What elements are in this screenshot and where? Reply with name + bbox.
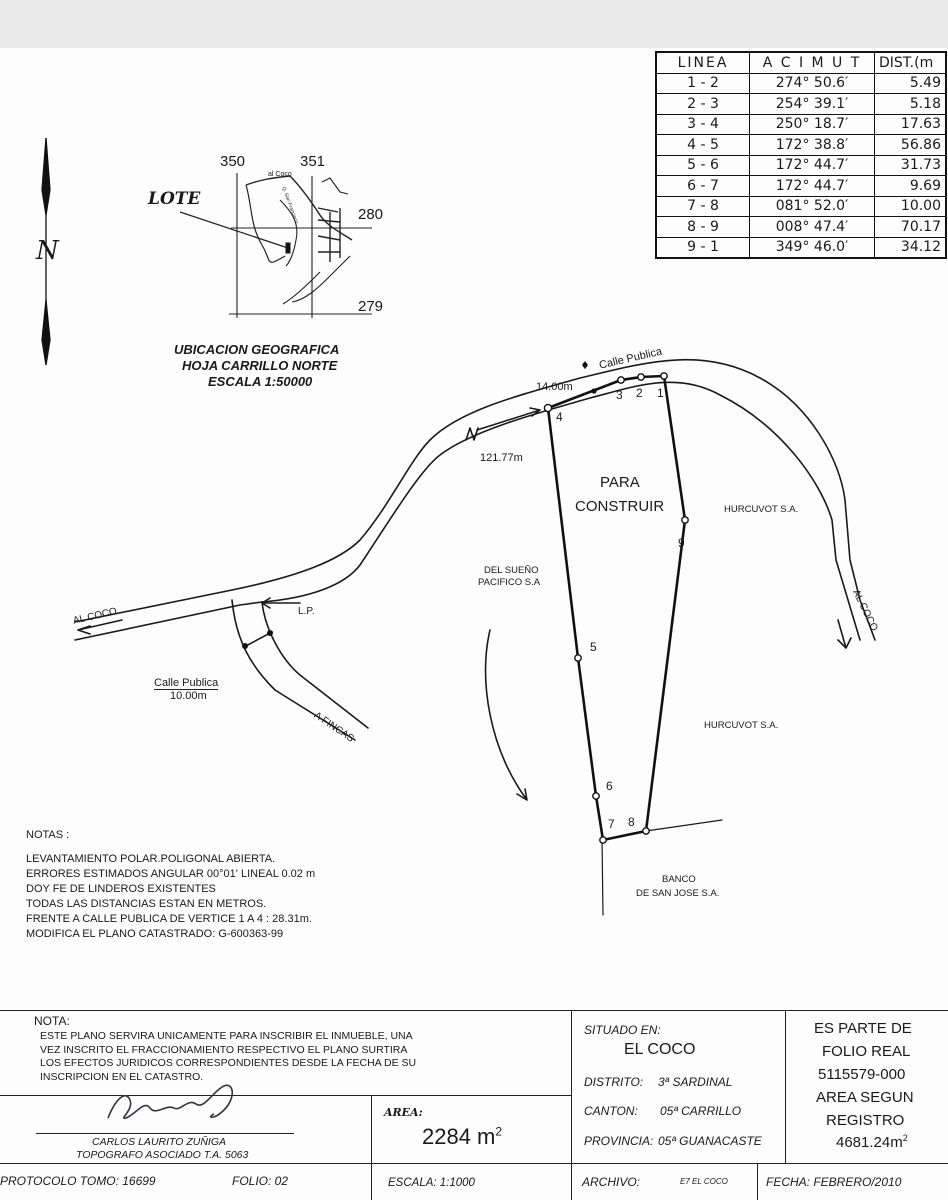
road-upper-edge [75, 360, 875, 640]
north-label: N [36, 236, 59, 266]
table-row [656, 135, 946, 156]
notes-line: MODIFICA EL PLANO CATASTRADO: G-600363-99 [26, 928, 284, 940]
map-grid-350: 350 [220, 153, 246, 170]
table-row [656, 155, 946, 176]
cell-azimuth: 274° 50.6′ [750, 73, 875, 94]
distrito-value: 3ª SARDINAL [658, 1075, 733, 1089]
nota-line: INSCRIPCION EN EL CATASTRO. [40, 1070, 204, 1083]
road-marker-1 [582, 362, 587, 367]
vertex-label-2: 2 [636, 386, 643, 400]
canton-label: CANTON: [584, 1104, 638, 1118]
road-marker-4 [267, 630, 273, 636]
calle-publica-top-label: Calle Publica [598, 345, 664, 372]
table-row [656, 196, 946, 217]
header-dist: DIST.(m [875, 52, 947, 73]
table-header-row [656, 52, 946, 73]
cell-azimuth: 172° 38.8′ [750, 135, 875, 156]
vertex-9 [682, 517, 688, 523]
curved-arrow [486, 630, 527, 800]
archivo-box [572, 1164, 758, 1200]
folio-line-1: ES PARTE DE [814, 1020, 912, 1037]
nota-text [40, 1030, 416, 1084]
archivo-label: ARCHIVO: [582, 1175, 641, 1189]
cell-line: 2 - 3 [656, 94, 750, 115]
road-label-a-fincas: A FINCAS [311, 710, 356, 745]
nota-line: LOS EFECTOS JURIDICOS CORRESPONDIENTES DESDE LA FECHA DE SU [40, 1057, 417, 1070]
folio-line-4: AREA SEGUN [816, 1089, 914, 1106]
neighbor-hurcuvot-2: HURCUVOT S.A. [704, 720, 779, 731]
lot-polygon [548, 376, 685, 840]
fecha-text: FECHA: FEBRERO/2010 [766, 1175, 902, 1189]
calle-width-label: 10.00m [170, 690, 207, 702]
escala-box [372, 1164, 572, 1200]
vertex-3 [618, 377, 624, 383]
cell-dist: 31.73 [875, 155, 947, 176]
notes-title: NOTAS : [26, 829, 70, 841]
folio-line-6 [836, 1133, 908, 1151]
distance-label: 121.77m [480, 452, 523, 464]
road-label-lp: L.P. [298, 606, 315, 617]
cell-dist: 5.18 [875, 94, 947, 115]
road-marker-3 [242, 643, 248, 649]
table-row [656, 176, 946, 197]
nota-box [0, 1010, 572, 1096]
cell-dist: 5.49 [875, 73, 947, 94]
neighbor-del-sueno-1: DEL SUEÑO [484, 565, 539, 576]
cell-dist: 70.17 [875, 217, 947, 238]
header-acimut: A C I M U T [750, 52, 875, 73]
cell-line: 3 - 4 [656, 114, 750, 135]
situado-label: SITUADO EN: [584, 1023, 661, 1037]
cell-line: 7 - 8 [656, 196, 750, 217]
neighbor-hurcuvot-1: HURCUVOT S.A. [724, 504, 799, 515]
notes-line: ERRORES ESTIMADOS ANGULAR 00°01' LINEAL 0.02 m [26, 868, 316, 880]
vertex-7 [600, 837, 606, 843]
nota-title: NOTA: [34, 1014, 70, 1028]
map-lote-label: LOTE [148, 189, 201, 209]
surveyor-title: TOPOGRAFO ASOCIADO T.A. 5063 [76, 1149, 249, 1161]
lot-label-para: PARA [600, 474, 640, 491]
vertex-2 [638, 374, 644, 380]
map-title-2: HOJA CARRILLO NORTE [182, 358, 338, 373]
cell-dist: 56.86 [875, 135, 947, 156]
road-marker-2 [591, 388, 596, 393]
vertex-label-9: 9 [678, 536, 685, 550]
distrito-label: DISTRITO: [584, 1075, 644, 1089]
situado-value: EL COCO [624, 1041, 696, 1058]
survey-table [655, 51, 947, 259]
signature-line [36, 1133, 294, 1134]
cell-azimuth: 250° 18.7′ [750, 114, 875, 135]
vertex-label-3: 3 [616, 388, 623, 402]
cell-azimuth: 349° 46.0′ [750, 237, 875, 258]
banco-boundary [602, 838, 603, 915]
lot-label-construir: CONSTRUIR [575, 498, 665, 515]
nota-line: ESTE PLANO SERVIRA UNICAMENTE PARA INSCRIBIR EL INMUEBLE, UNA [40, 1030, 413, 1042]
folio-registro-area: 4681.24m [836, 1134, 903, 1151]
cell-dist: 10.00 [875, 196, 947, 217]
folio-line-3: 5115579-000 [818, 1066, 906, 1083]
escala-text: ESCALA: 1:1000 [388, 1177, 475, 1189]
vertex-8 [643, 828, 649, 834]
cell-azimuth: 254° 39.1′ [750, 94, 875, 115]
header-linea: LINEA [656, 52, 750, 73]
cell-dist: 34.12 [875, 237, 947, 258]
protocolo-box [0, 1164, 372, 1200]
vertex-label-7: 7 [608, 817, 615, 831]
frontage-label: 14.00m [536, 381, 573, 393]
signature-mark [96, 1078, 256, 1128]
notes-line: LEVANTAMIENTO POLAR.POLIGONAL ABIERTA. [26, 853, 276, 865]
area-value [422, 1124, 502, 1150]
area-label: AREA: [384, 1106, 423, 1119]
map-grid-351: 351 [300, 153, 326, 170]
vertex-label-6: 6 [606, 779, 613, 793]
table-row [656, 73, 946, 94]
table-row [656, 114, 946, 135]
folio-line-5: REGISTRO [826, 1112, 905, 1129]
neighbor-banco-2: DE SAN JOSE S.A. [636, 888, 720, 899]
map-title-3: ESCALA 1:50000 [208, 374, 313, 389]
arrow-al-coco-right [838, 620, 851, 648]
map-grid-279: 279 [358, 298, 384, 315]
table-row [656, 94, 946, 115]
cell-line: 6 - 7 [656, 176, 750, 197]
canton-value: 05ª CARRILLO [660, 1104, 742, 1118]
road-fincas-right [262, 602, 368, 728]
cell-azimuth: 081° 52.0′ [750, 196, 875, 217]
fecha-box [758, 1164, 948, 1200]
cell-line: 5 - 6 [656, 155, 750, 176]
cell-dist: 9.69 [875, 176, 947, 197]
vertex-4 [544, 404, 551, 411]
folio-exponent: 2 [902, 1133, 908, 1143]
vertex-1 [661, 373, 667, 379]
vertex-label-5: 5 [590, 640, 597, 654]
situado-box [572, 1010, 786, 1164]
map-title-1: UBICACION GEOGRAFICA [174, 342, 340, 357]
neighbor-banco-1: BANCO [662, 874, 696, 885]
table-row [656, 237, 946, 258]
surveyor-name: CARLOS LAURITO ZUÑIGA [92, 1136, 226, 1148]
vertex-label-1: 1 [657, 386, 664, 400]
vertex-5 [575, 655, 581, 661]
cell-line: 4 - 5 [656, 135, 750, 156]
map-small-label: Q. San Francisco [280, 186, 300, 225]
nota-line: VEZ INSCRITO EL FRACCIONAMIENTO RESPECTIVO EL PLANO SURTIRA [40, 1043, 408, 1056]
notes-line: FRENTE A CALLE PUBLICA DE VERTICE 1 A 4 : 28.31m. [26, 913, 312, 925]
provincia-value: 05ª GUANACASTE [658, 1134, 762, 1148]
road-label-al-coco-left: AL COCO [72, 605, 118, 627]
cell-azimuth: 172° 44.7′ [750, 155, 875, 176]
notes-line: DOY FE DE LINDEROS EXISTENTES [26, 883, 216, 895]
table-row [656, 217, 946, 238]
map-small-label: al Coco [268, 171, 292, 178]
cell-azimuth: 172° 44.7′ [750, 176, 875, 197]
area-box [372, 1096, 572, 1164]
area-exponent: 2 [495, 1124, 503, 1139]
folio-line-2: FOLIO REAL [822, 1043, 911, 1060]
vertex-label-8: 8 [628, 815, 635, 829]
provincia-label: PROVINCIA: [584, 1134, 654, 1148]
arrow-distance [477, 408, 540, 430]
banco-boundary-east [646, 820, 722, 831]
cell-line: 1 - 2 [656, 73, 750, 94]
signature-box [0, 1096, 372, 1164]
road-label-al-coco-right: AL COCO [850, 588, 880, 633]
cell-line: 9 - 1 [656, 237, 750, 258]
archivo-value: E7 EL COCO [680, 1177, 728, 1186]
cell-dist: 17.63 [875, 114, 947, 135]
area-value-text: 2284 m [422, 1124, 496, 1149]
notes-line: TODAS LAS DISTANCIAS ESTAN EN METROS. [26, 898, 267, 910]
neighbor-del-sueno-2: PACIFICO S.A [478, 577, 541, 588]
protocolo-text: PROTOCOLO TOMO: 16699 [0, 1174, 156, 1188]
folio-text: FOLIO: 02 [232, 1174, 289, 1188]
notes-block [26, 828, 315, 942]
cell-line: 8 - 9 [656, 217, 750, 238]
calle-publica-left-label: Calle Publica [154, 677, 219, 689]
vertex-6 [593, 793, 599, 799]
folio-real-box [786, 1010, 948, 1164]
map-grid-280: 280 [358, 206, 384, 223]
vertex-label-4: 4 [556, 410, 563, 424]
cell-azimuth: 008° 47.4′ [750, 217, 875, 238]
location-map [180, 173, 372, 318]
